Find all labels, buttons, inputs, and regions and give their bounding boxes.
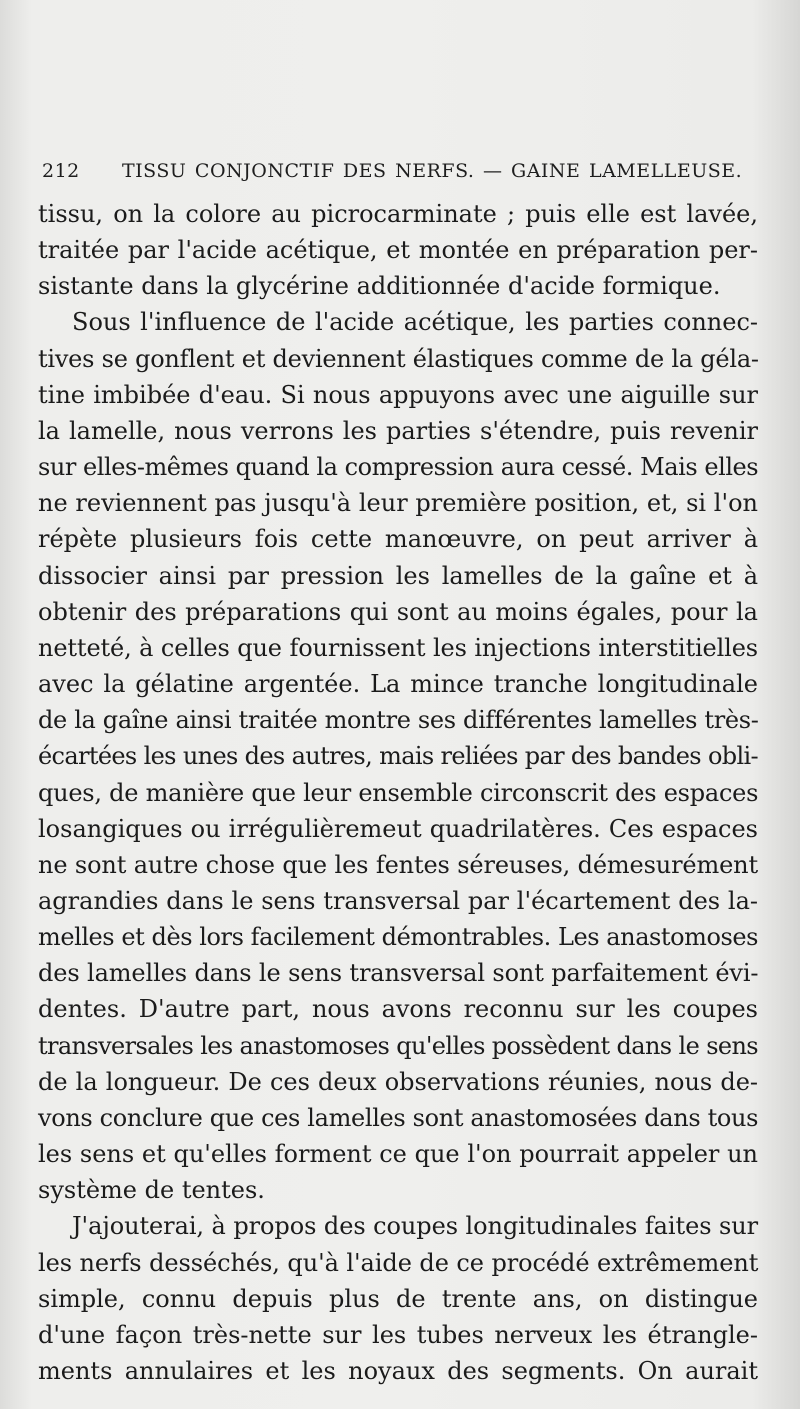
text-line: les sens et qu'elles forment ce que l'on pourrait appeler un: [38, 1140, 758, 1169]
paragraph-1: [38, 196, 758, 304]
text-line: traitée par l'acide acétique, et montée en préparation per-: [38, 236, 758, 265]
text-line: Sous l'influence de l'acide acétique, les parties connec-: [72, 308, 758, 337]
text-line: melles et dès lors facilement démontrables. Les anastomoses: [38, 923, 758, 952]
text-line: losangiques ou irrégulièremeut quadrilatères. Ces espaces: [38, 814, 758, 843]
text-line: sistante dans la glycérine additionnée d'acide formique.: [38, 272, 721, 301]
text-line: ques, de manière que leur ensemble circonscrit des espaces: [38, 778, 759, 807]
page-number: 212: [42, 160, 80, 182]
text-line: transversales les anastomoses qu'elles possèdent dans le sens: [38, 1031, 758, 1060]
text-line: avec la gélatine argentée. La mince tranche longitudinale: [38, 670, 758, 699]
text-line: vons conclure que ces lamelles sont anastomosées dans tous: [38, 1103, 759, 1132]
text-line: des lamelles dans le sens transversal sont parfaitement évi-: [38, 959, 759, 988]
text-line: répète plusieurs fois cette manœuvre, on peut arriver à: [38, 525, 758, 554]
text-line: tives se gonflent et deviennent élastiques comme de la géla-: [38, 344, 759, 373]
text-line: dissocier ainsi par pression les lamelles de la gaîne et à: [38, 561, 758, 590]
text-line: la lamelle, nous verrons les parties s'étendre, puis revenir: [38, 416, 758, 445]
text-line: agrandies dans le sens transversal par l'écartement des la-: [38, 886, 758, 915]
text-line: d'une façon très-nette sur les tubes nerveux les étrangle-: [38, 1320, 758, 1349]
text-line: dentes. D'autre part, nous avons reconnu sur les coupes: [38, 995, 758, 1024]
text-line: de la gaîne ainsi traitée montre ses différentes lamelles très-: [38, 706, 759, 735]
text-line: tissu, on la colore au picrocarminate ; puis elle est lavée,: [38, 200, 758, 228]
paragraph-2: [38, 304, 758, 1208]
paragraph-3: [38, 1208, 758, 1389]
text-line: écartées les unes des autres, mais reliées par des bandes obli-: [38, 742, 758, 771]
text-line: ne sont autre chose que les fentes séreuses, démesurément: [38, 850, 758, 879]
running-head-title: TISSU CONJONCTIF DES NERFS. — GAINE LAMELLEUSE.: [122, 160, 743, 182]
body-text: [38, 196, 758, 1389]
text-line: les nerfs desséchés, qu'à l'aide de ce procédé extrêmement: [38, 1248, 759, 1277]
text-line: sur elles-mêmes quand la compression aura cessé. Mais elles: [38, 453, 759, 482]
text-line: ne reviennent pas jusqu'à leur première position, et, si l'on: [38, 489, 758, 518]
running-head: [42, 160, 762, 190]
text-line: tine imbibée d'eau. Si nous appuyons avec une aiguille sur: [38, 380, 758, 409]
text-line: obtenir des préparations qui sont au moins égales, pour la: [38, 597, 758, 626]
text-line: ments annulaires et les noyaux des segments. On aurait: [38, 1357, 758, 1385]
text-line: de la longueur. De ces deux observations réunies, nous de-: [38, 1067, 758, 1096]
text-line: simple, connu depuis plus de trente ans, on distingue: [38, 1284, 758, 1313]
text-line: système de tentes.: [38, 1176, 265, 1205]
text-line: J'ajouterai, à propos des coupes longitudinales faites sur: [72, 1212, 759, 1241]
text-line: netteté, à celles que fournissent les injections interstitielles: [38, 633, 758, 662]
